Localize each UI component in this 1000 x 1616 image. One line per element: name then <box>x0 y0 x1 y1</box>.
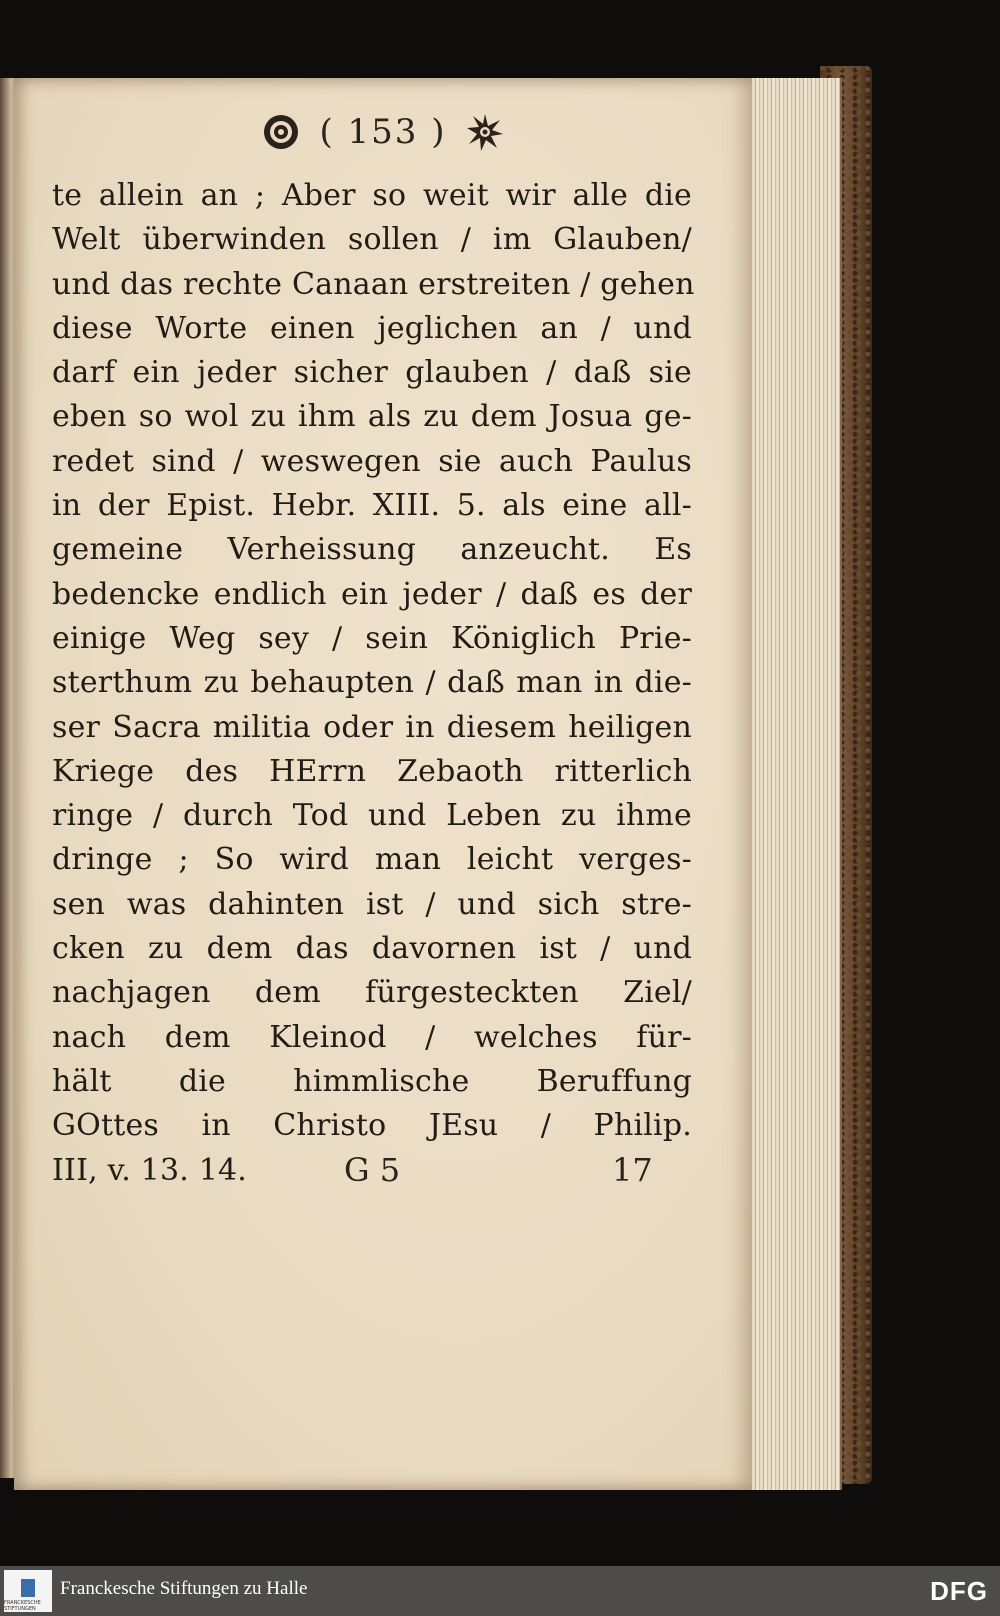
text-line: nachjagen dem fürgesteckten Ziel/ <box>52 975 692 1011</box>
text-line: in der Epist. Hebr. XIII. 5. als eine all- <box>52 488 692 524</box>
signature-mark: G 5 <box>344 1151 401 1189</box>
body-text <box>52 174 695 1193</box>
text-line: sen was dahinten ist / und sich stre- <box>52 886 692 922</box>
text-line: nach dem Kleinod / welches für- <box>52 1019 692 1055</box>
text-line: ringe / durch Tod und Leben zu ihme <box>52 798 692 834</box>
text-line: und das rechte Canaan erstreiten / gehen <box>52 266 695 302</box>
dfg-logo[interactable]: DFG <box>930 1576 988 1606</box>
catchword: 17 <box>612 1151 653 1189</box>
institution-name[interactable]: Franckesche Stiftungen zu Halle <box>60 1578 308 1599</box>
text-line: ser Sacra militia oder in diesem heiligen <box>52 709 692 745</box>
text-line: sterthum zu behaupten / daß man in die- <box>52 665 692 701</box>
text-line: te allein an ; Aber so weit wir alle die <box>52 178 692 213</box>
text-line: Welt überwinden sollen / im Glauben/ <box>52 222 692 258</box>
text-line: redet sind / weswegen sie auch Paulus <box>52 443 692 479</box>
page-fore-edge <box>752 78 842 1490</box>
text-line: cken zu dem das davornen ist / und <box>52 931 692 967</box>
book-page <box>14 78 752 1490</box>
text-line: darf ein jeder sicher glauben / daß sie <box>52 355 692 391</box>
rose-ornament-icon <box>261 112 301 152</box>
text-line: diese Worte einen jeglichen an / und <box>52 310 692 346</box>
text-line: einige Weg sey / sein Königlich Prie- <box>52 620 692 656</box>
text-line: bedencke endlich ein jeder / daß es der <box>52 576 692 612</box>
star-ornament-icon <box>465 112 505 152</box>
page-header <box>14 110 752 152</box>
text-line: III, v. 13. 14. <box>52 1152 248 1188</box>
text-line: gemeine Verheissung anzeucht. Es <box>52 532 692 568</box>
text-line: hält die himmlische Beruffung <box>52 1063 692 1099</box>
page-number: ( 153 ) <box>319 112 447 152</box>
text-line: Kriege des HErrn Zebaoth ritterlich <box>52 753 692 789</box>
text-line: GOttes in Christo JEsu / Philip. <box>52 1108 692 1144</box>
text-line: dringe ; So wird man leicht verges- <box>52 842 692 878</box>
footer-bar <box>0 1566 1000 1616</box>
logo-icon <box>21 1579 35 1597</box>
institution-logo[interactable] <box>4 1570 52 1612</box>
logo-text: FRANCKESCHE STIFTUNGEN <box>4 1600 41 1612</box>
text-line: eben so wol zu ihm als zu dem Josua ge- <box>52 399 692 435</box>
